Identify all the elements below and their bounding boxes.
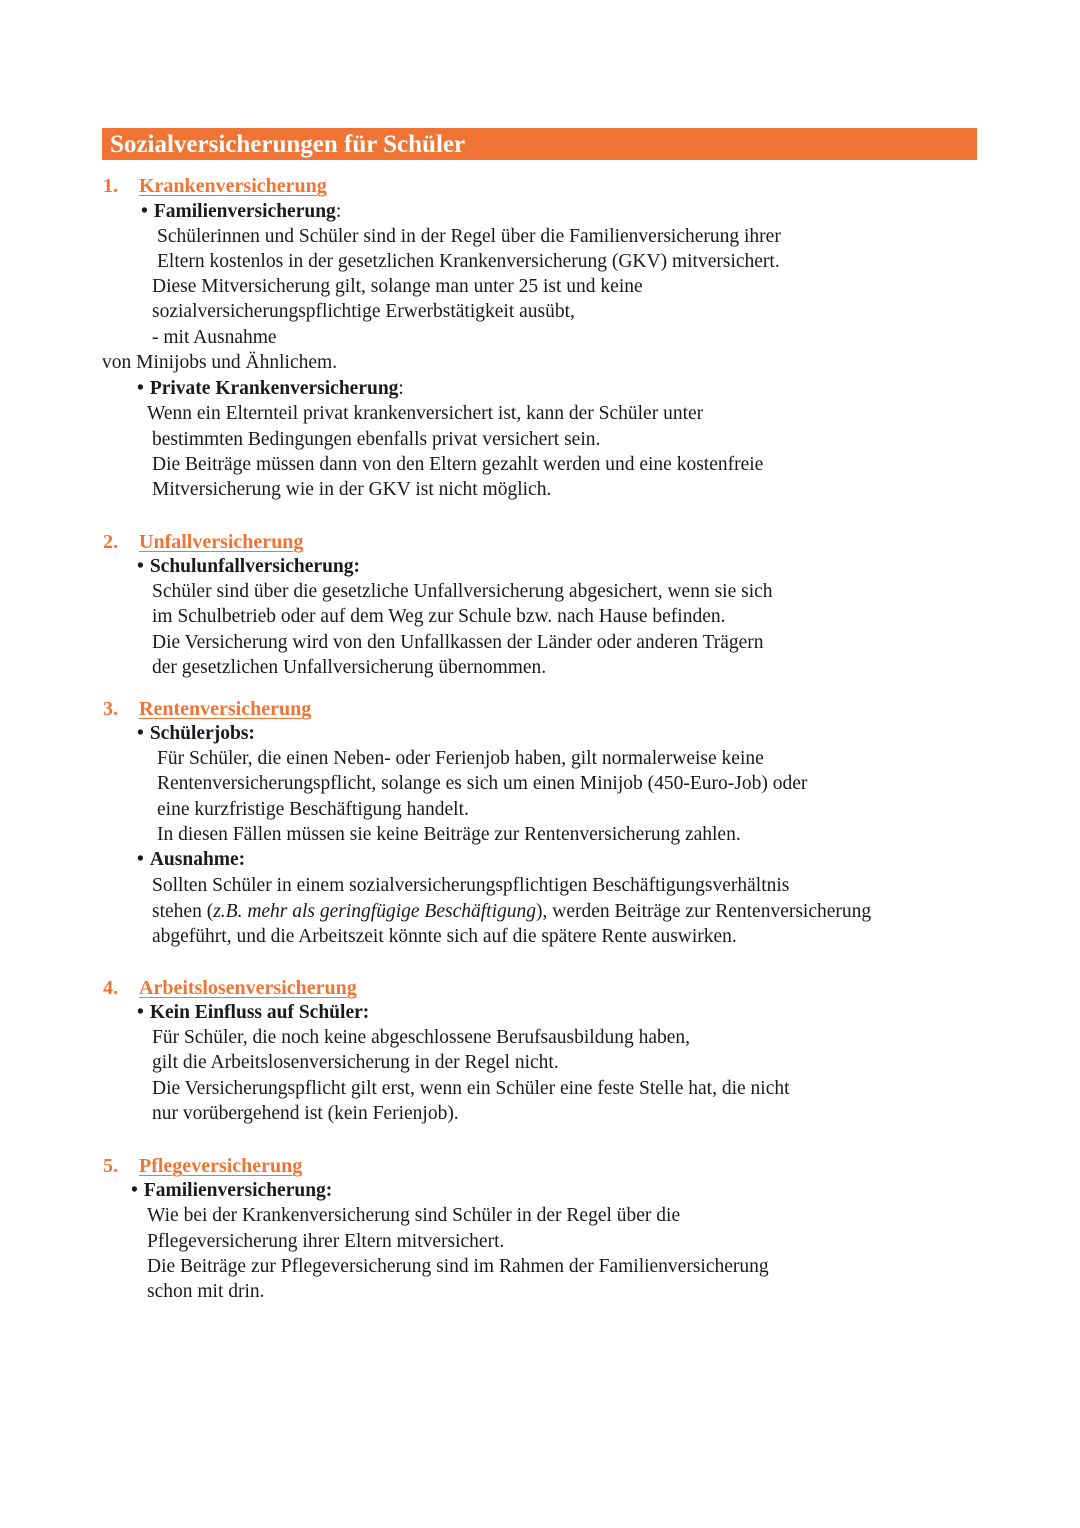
text-line: nur vorübergehend ist (kein Ferienjob). (152, 1103, 459, 1124)
bullet-icon: • (131, 1180, 138, 1201)
section-4-bullet-1: • Kein Einfluss auf Schüler: (137, 1002, 370, 1023)
text-line: Diese Mitversicherung gilt, solange man unter 25 ist und keine (152, 276, 643, 297)
text-line: Für Schüler, die noch keine abgeschlossene Berufsausbildung haben, (152, 1027, 691, 1048)
text-line: im Schulbetrieb oder auf dem Weg zur Schule bzw. nach Hause befinden. (152, 606, 726, 627)
text-line: Die Beiträge müssen dann von den Eltern gezahlt werden und eine kostenfreie (152, 454, 764, 475)
text-line: - mit Ausnahme (152, 327, 277, 348)
text-line: Die Versicherungspflicht gilt erst, wenn ein Schüler eine feste Stelle hat, die nicht (152, 1078, 790, 1099)
text-line: Rentenversicherungspflicht, solange es sich um einen Minijob (450-Euro-Job) oder (157, 773, 808, 794)
text-line: stehen (z.B. mehr als geringfügige Beschäftigung), werden Beiträge zur Rentenversicherung (152, 901, 872, 922)
section-1-number: 1. (103, 175, 118, 197)
text-line: sozialversicherungspflichtige Erwerbstätigkeit ausübt, (152, 301, 575, 322)
bullet-icon: • (137, 1002, 144, 1023)
text-line: Mitversicherung wie in der GKV ist nicht möglich. (152, 479, 552, 500)
bullet-icon: • (137, 849, 144, 870)
section-2-number: 2. (103, 531, 118, 553)
section-4-heading: Arbeitslosenversicherung (139, 977, 357, 999)
text-line: eine kurzfristige Beschäftigung handelt. (157, 799, 469, 820)
section-4-number: 4. (103, 977, 118, 999)
section-3-bullet-1: • Schülerjobs: (137, 723, 255, 744)
text-line: Sollten Schüler in einem sozialversicherungspflichtigen Beschäftigungsverhältnis (152, 875, 790, 896)
section-1-bullet-1: • Familienversicherung: (141, 201, 342, 222)
section-1-heading: Krankenversicherung (139, 175, 327, 197)
text-line: Schüler sind über die gesetzliche Unfallversicherung abgesichert, wenn sie sich (152, 581, 773, 602)
text-line: Schülerinnen und Schüler sind in der Regel über die Familienversicherung ihrer (157, 226, 781, 247)
section-2-heading: Unfallversicherung (139, 531, 304, 553)
text-line: bestimmten Bedingungen ebenfalls privat versichert sein. (152, 429, 601, 450)
page-title: Sozialversicherungen für Schüler (102, 128, 977, 160)
text-line: schon mit drin. (147, 1281, 265, 1302)
section-2-bullet-1: • Schulunfallversicherung: (137, 556, 361, 577)
text-line: der gesetzlichen Unfallversicherung übernommen. (152, 657, 547, 678)
text-line: In diesen Fällen müssen sie keine Beiträge zur Rentenversicherung zahlen. (157, 824, 741, 845)
section-3-number: 3. (103, 698, 118, 720)
text-line: Eltern kostenlos in der gesetzlichen Krankenversicherung (GKV) mitversichert. (157, 251, 780, 272)
text-line: Die Versicherung wird von den Unfallkassen der Länder oder anderen Trägern (152, 632, 764, 653)
text-line: Die Beiträge zur Pflegeversicherung sind im Rahmen der Familienversicherung (147, 1256, 769, 1277)
section-5-number: 5. (103, 1155, 118, 1177)
section-5-heading: Pflegeversicherung (139, 1155, 303, 1177)
text-line: Wenn ein Elternteil privat krankenversichert ist, kann der Schüler unter (147, 403, 704, 424)
text-line: Pflegeversicherung ihrer Eltern mitversichert. (147, 1231, 505, 1252)
section-5-bullet-1: • Familienversicherung: (131, 1180, 333, 1201)
section-1-bullet-2: • Private Krankenversicherung: (137, 378, 404, 399)
section-3-heading: Rentenversicherung (139, 698, 312, 720)
bullet-icon: • (141, 201, 148, 222)
text-line: Wie bei der Krankenversicherung sind Schüler in der Regel über die (147, 1205, 681, 1226)
text-line: abgeführt, und die Arbeitszeit könnte sich auf die spätere Rente auswirken. (152, 926, 737, 947)
bullet-icon: • (137, 723, 144, 744)
text-line: Für Schüler, die einen Neben- oder Ferienjob haben, gilt normalerweise keine (157, 748, 764, 769)
bullet-icon: • (137, 556, 144, 577)
section-3-bullet-2: • Ausnahme: (137, 849, 246, 870)
text-line: gilt die Arbeitslosenversicherung in der Regel nicht. (152, 1052, 559, 1073)
bullet-icon: • (137, 378, 144, 399)
text-line: von Minijobs und Ähnlichem. (102, 352, 338, 373)
